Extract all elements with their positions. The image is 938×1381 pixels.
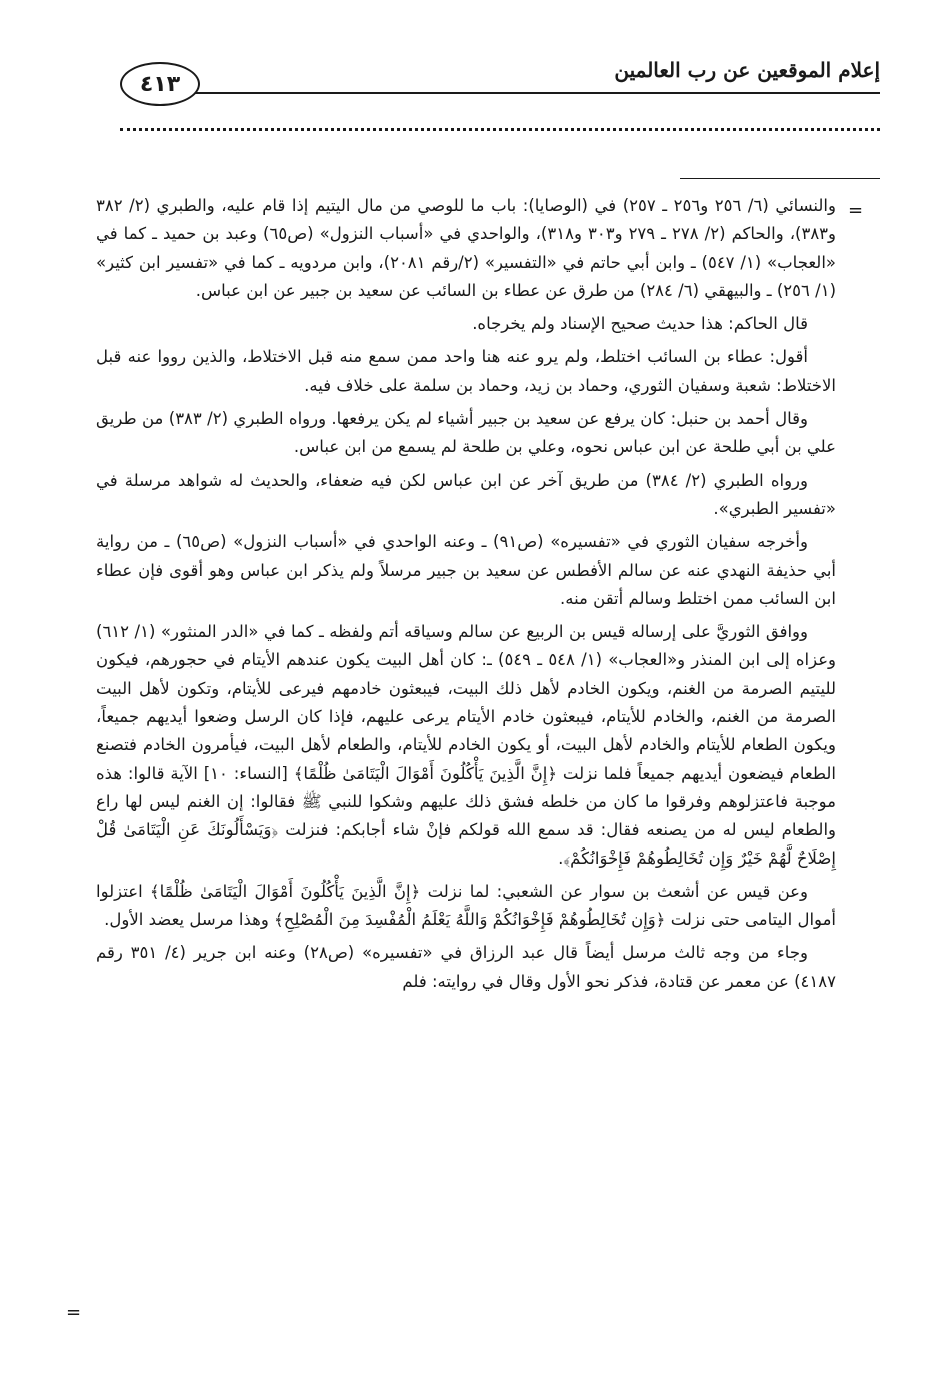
- paragraph: قال الحاكم: هذا حديث صحيح الإسناد ولم يخرجاه.: [472, 314, 808, 334]
- paragraph: أقول: عطاء بن السائب اختلط، ولم يرو عنه هنا واحد ممن سمع منه قبل الاختلاط، والذين رووا عنه قبل الاختلاط: شعبة وسفيان الثوري، وحماد بن زيد، وحماد بن سلمة على خلاف فيه.: [96, 347, 836, 395]
- paragraph: والنسائي (٦/ ٢٥٦ و٢٥٦ ـ ٢٥٧) في (الوصايا): باب ما للوصي من مال اليتيم إذا قام عليه، والطبري (٢/ ٣٨٢ و٣٨٣)، والحاكم (٢/ ٢٧٨ ـ ٢٧٩ و٣٠٣ و٣١٨)، والواحدي في «أسباب النزول» (ص٦٥) وعبد بن حميد ـ كما في «العجاب» (١/ ٥٤٧) ـ وابن أبي حاتم في «التفسير» (٢/رقم ٢٠٨١)، وابن مردويه ـ كما في «تفسير ابن كثير» (١/ ٢٥٦) ـ والبيهقي (٦/ ٢٨٤) من طرق عن عطاء بن السائب عن سعيد بن جبير عن ابن عباس.: [96, 196, 837, 300]
- page-header: [120, 40, 880, 100]
- header-rule: [190, 92, 880, 94]
- footnote-rule: [680, 178, 880, 179]
- paragraph: وجاء من وجه ثالث مرسل أيضاً قال عبد الرزاق في «تفسيره» (ص٢٨) وعنه ابن جرير (٤/ ٣٥١ رقم ٤١٨٧) عن معمر عن قتادة، فذكر نحو الأول وقال في روايته: فلم: [96, 943, 836, 991]
- paragraph: وأخرجه سفيان الثوري في «تفسيره» (ص٩١) ـ وعنه الواحدي في «أسباب النزول» (ص٦٥) ـ من رواية أبي حذيفة النهدي عنه عن سالم الأفطس عن سعيد بن جبير مرسلاً ولم يذكر ابن عباس وهو أقوى فإن عطاء ابن السائب ممن اختلط وسالم أتقن منه.: [96, 532, 836, 608]
- continuation-marker-top: =: [848, 200, 864, 221]
- paragraph: ورواه الطبري (٢/ ٣٨٤) من طريق آخر عن ابن عباس لكن فيه ضعفاء، والحديث له شواهد مرسلة في «تفسير الطبري».: [96, 470, 836, 518]
- page-number: [120, 62, 200, 106]
- book-title: إعلام الموقعين عن رب العالمين: [614, 58, 880, 82]
- dotted-separator: [120, 128, 880, 131]
- paragraph: وعن قيس عن أشعث بن سوار عن الشعبي: لما نزلت ﴿إِنَّ الَّذِينَ يَأْكُلُونَ أَمْوَالَ الْيَتَامَىٰ ظُلْمًا﴾ اعتزلوا أموال اليتامى حتى نزلت ﴿وَإِن تُخَالِطُوهُمْ فَإِخْوَانُكُمْ وَاللَّهُ يَعْلَمُ الْمُفْسِدَ مِنَ الْمُصْلِحِ﴾ وهذا مرسل يعضد الأول.: [96, 881, 836, 930]
- paragraph: ووافق الثوريَّ على إرساله قيس بن الربيع عن سالم وسياقه أتم ولفظه ـ كما في «الدر المنثور» (١/ ٦١٢) وعزاه إلى ابن المنذر و«العجاب» (١/ ٥٤٨ ـ ٥٤٩) ـ: كان أهل البيت يكون عندهم الأيتام في حجورهم، فيكون لليتيم الصرمة من الغنم، ويكون الخادم لأهل ذلك البيت، فيبعثون خادمهم فيرعى للأيتام، وتكون لأهل البيت الصرمة من الغنم، والخادم للأيتام، فيبعثون خادم الأيتام يرعى عليهم، فإذا كان الرسل وضعوا أيديهم جميعاً، ويكون الطعام للأيتام والخادم لأهل البيت، أو يكون الخادم للأيتام، والطعام لأهل البيت، فيأمرون الخادم فتصنع الطعام فيضعون أيديهم جميعاً فلما نزلت ﴿إِنَّ الَّذِينَ يَأْكُلُونَ أَمْوَالَ الْيَتَامَىٰ ظُلْمًا﴾ [النساء: ١٠] الآية قالوا: هذه موجبة فاعتزلوهم وفرقوا ما كان من خلطه فشق ذلك عليهم وشكوا للنبي ﷺ فقالوا: إن الغنم ليس لها راع والطعام ليس له من يصنعه فقال: قد سمع الله قولكم فإنْ شاء أجابكم: فنزلت ﴿وَيَسْأَلُونَكَ عَنِ الْيَتَامَىٰ قُلْ إِصْلَاحٌ لَّهُمْ خَيْرٌ وَإِن تُخَالِطُوهُمْ فَإِخْوَانُكُمْ﴾.: [96, 622, 837, 868]
- footnote-body: [96, 192, 836, 1001]
- continuation-marker-bottom: =: [66, 1302, 82, 1323]
- page-number-text: ٤١٣: [139, 71, 181, 97]
- paragraph: وقال أحمد بن حنبل: كان يرفع عن سعيد بن جبير أشياء لم يكن يرفعها. ورواه الطبري (٢/ ٣٨٣) من طريق علي بن أبي طلحة عن ابن عباس نحوه، وعلي بن طلحة لم يسمع من ابن عباس.: [96, 409, 836, 457]
